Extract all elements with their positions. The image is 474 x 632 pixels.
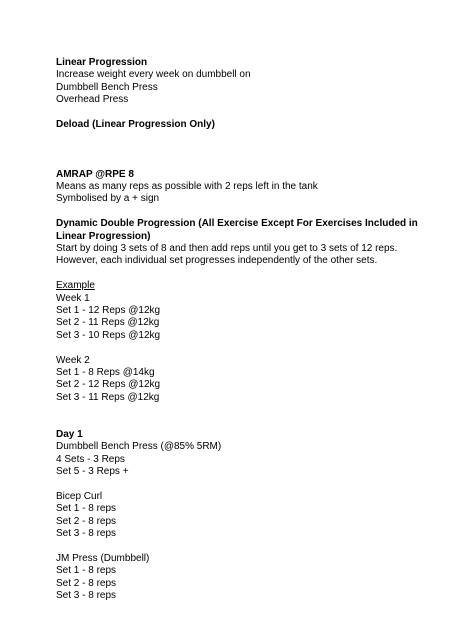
document-page (56, 57, 436, 603)
linear-progression-line: Increase weight every week on dumbbell on (56, 69, 251, 81)
spacer (56, 404, 436, 416)
jm-press-set: Set 3 - 8 reps (56, 590, 117, 602)
jm-press-set: Set 2 - 8 reps (56, 577, 117, 589)
week1-set: Set 1 - 12 Reps @12kg (56, 305, 161, 317)
spacer (56, 144, 436, 156)
week1-set: Set 3 - 10 Reps @12kg (56, 329, 161, 341)
bicep-curl-set: Set 3 - 8 reps (56, 528, 117, 540)
bench-press-set: Set 5 - 3 Reps + (56, 466, 129, 478)
week2-title: Week 2 (56, 354, 90, 366)
spacer (56, 541, 436, 553)
spacer (56, 156, 436, 168)
spacer (56, 479, 436, 491)
week2-set: Set 3 - 11 Reps @12kg (56, 391, 160, 403)
linear-progression-heading: Linear Progression (56, 57, 148, 68)
week1-set: Set 2 - 11 Reps @12kg (56, 317, 160, 329)
jm-press-name: JM Press (Dumbbell) (56, 553, 150, 565)
week2-set: Set 2 - 12 Reps @12kg (56, 379, 161, 391)
bicep-curl-set: Set 2 - 8 reps (56, 515, 117, 527)
amrap-line: Symbolised by a + sign (56, 193, 160, 205)
bench-press-set: 4 Sets - 3 Reps (56, 453, 125, 465)
ddp-heading: Dynamic Double Progression (All Exercise Except For Exercises Included in Linear Progression) (56, 218, 418, 242)
week2-set: Set 1 - 8 Reps @14kg (56, 367, 155, 379)
bicep-curl-set: Set 1 - 8 reps (56, 503, 117, 515)
example-label: Example (56, 280, 95, 292)
jm-press-set: Set 1 - 8 reps (56, 565, 117, 577)
amrap-heading: AMRAP @RPE 8 (56, 168, 134, 180)
week1-title: Week 1 (56, 292, 90, 304)
linear-progression-line: Overhead Press (56, 94, 129, 106)
spacer (56, 131, 436, 143)
linear-progression-line: Dumbbell Bench Press (56, 81, 158, 93)
spacer (56, 206, 436, 218)
spacer (56, 107, 436, 119)
spacer (56, 417, 436, 429)
ddp-body: Start by doing 3 sets of 8 and then add reps until you get to 3 sets of 12 reps. However, each individual set progresses independently of the other sets. (56, 243, 398, 267)
deload-heading: Deload (Linear Progression Only) (56, 119, 215, 131)
spacer (56, 268, 436, 280)
amrap-line: Means as many reps as possible with 2 reps left in the tank (56, 181, 318, 192)
day1-heading: Day 1 (56, 429, 83, 441)
bench-press-name: Dumbbell Bench Press (@85% 5RM) (56, 441, 222, 453)
bicep-curl-name: Bicep Curl (56, 491, 103, 503)
spacer (56, 342, 436, 354)
